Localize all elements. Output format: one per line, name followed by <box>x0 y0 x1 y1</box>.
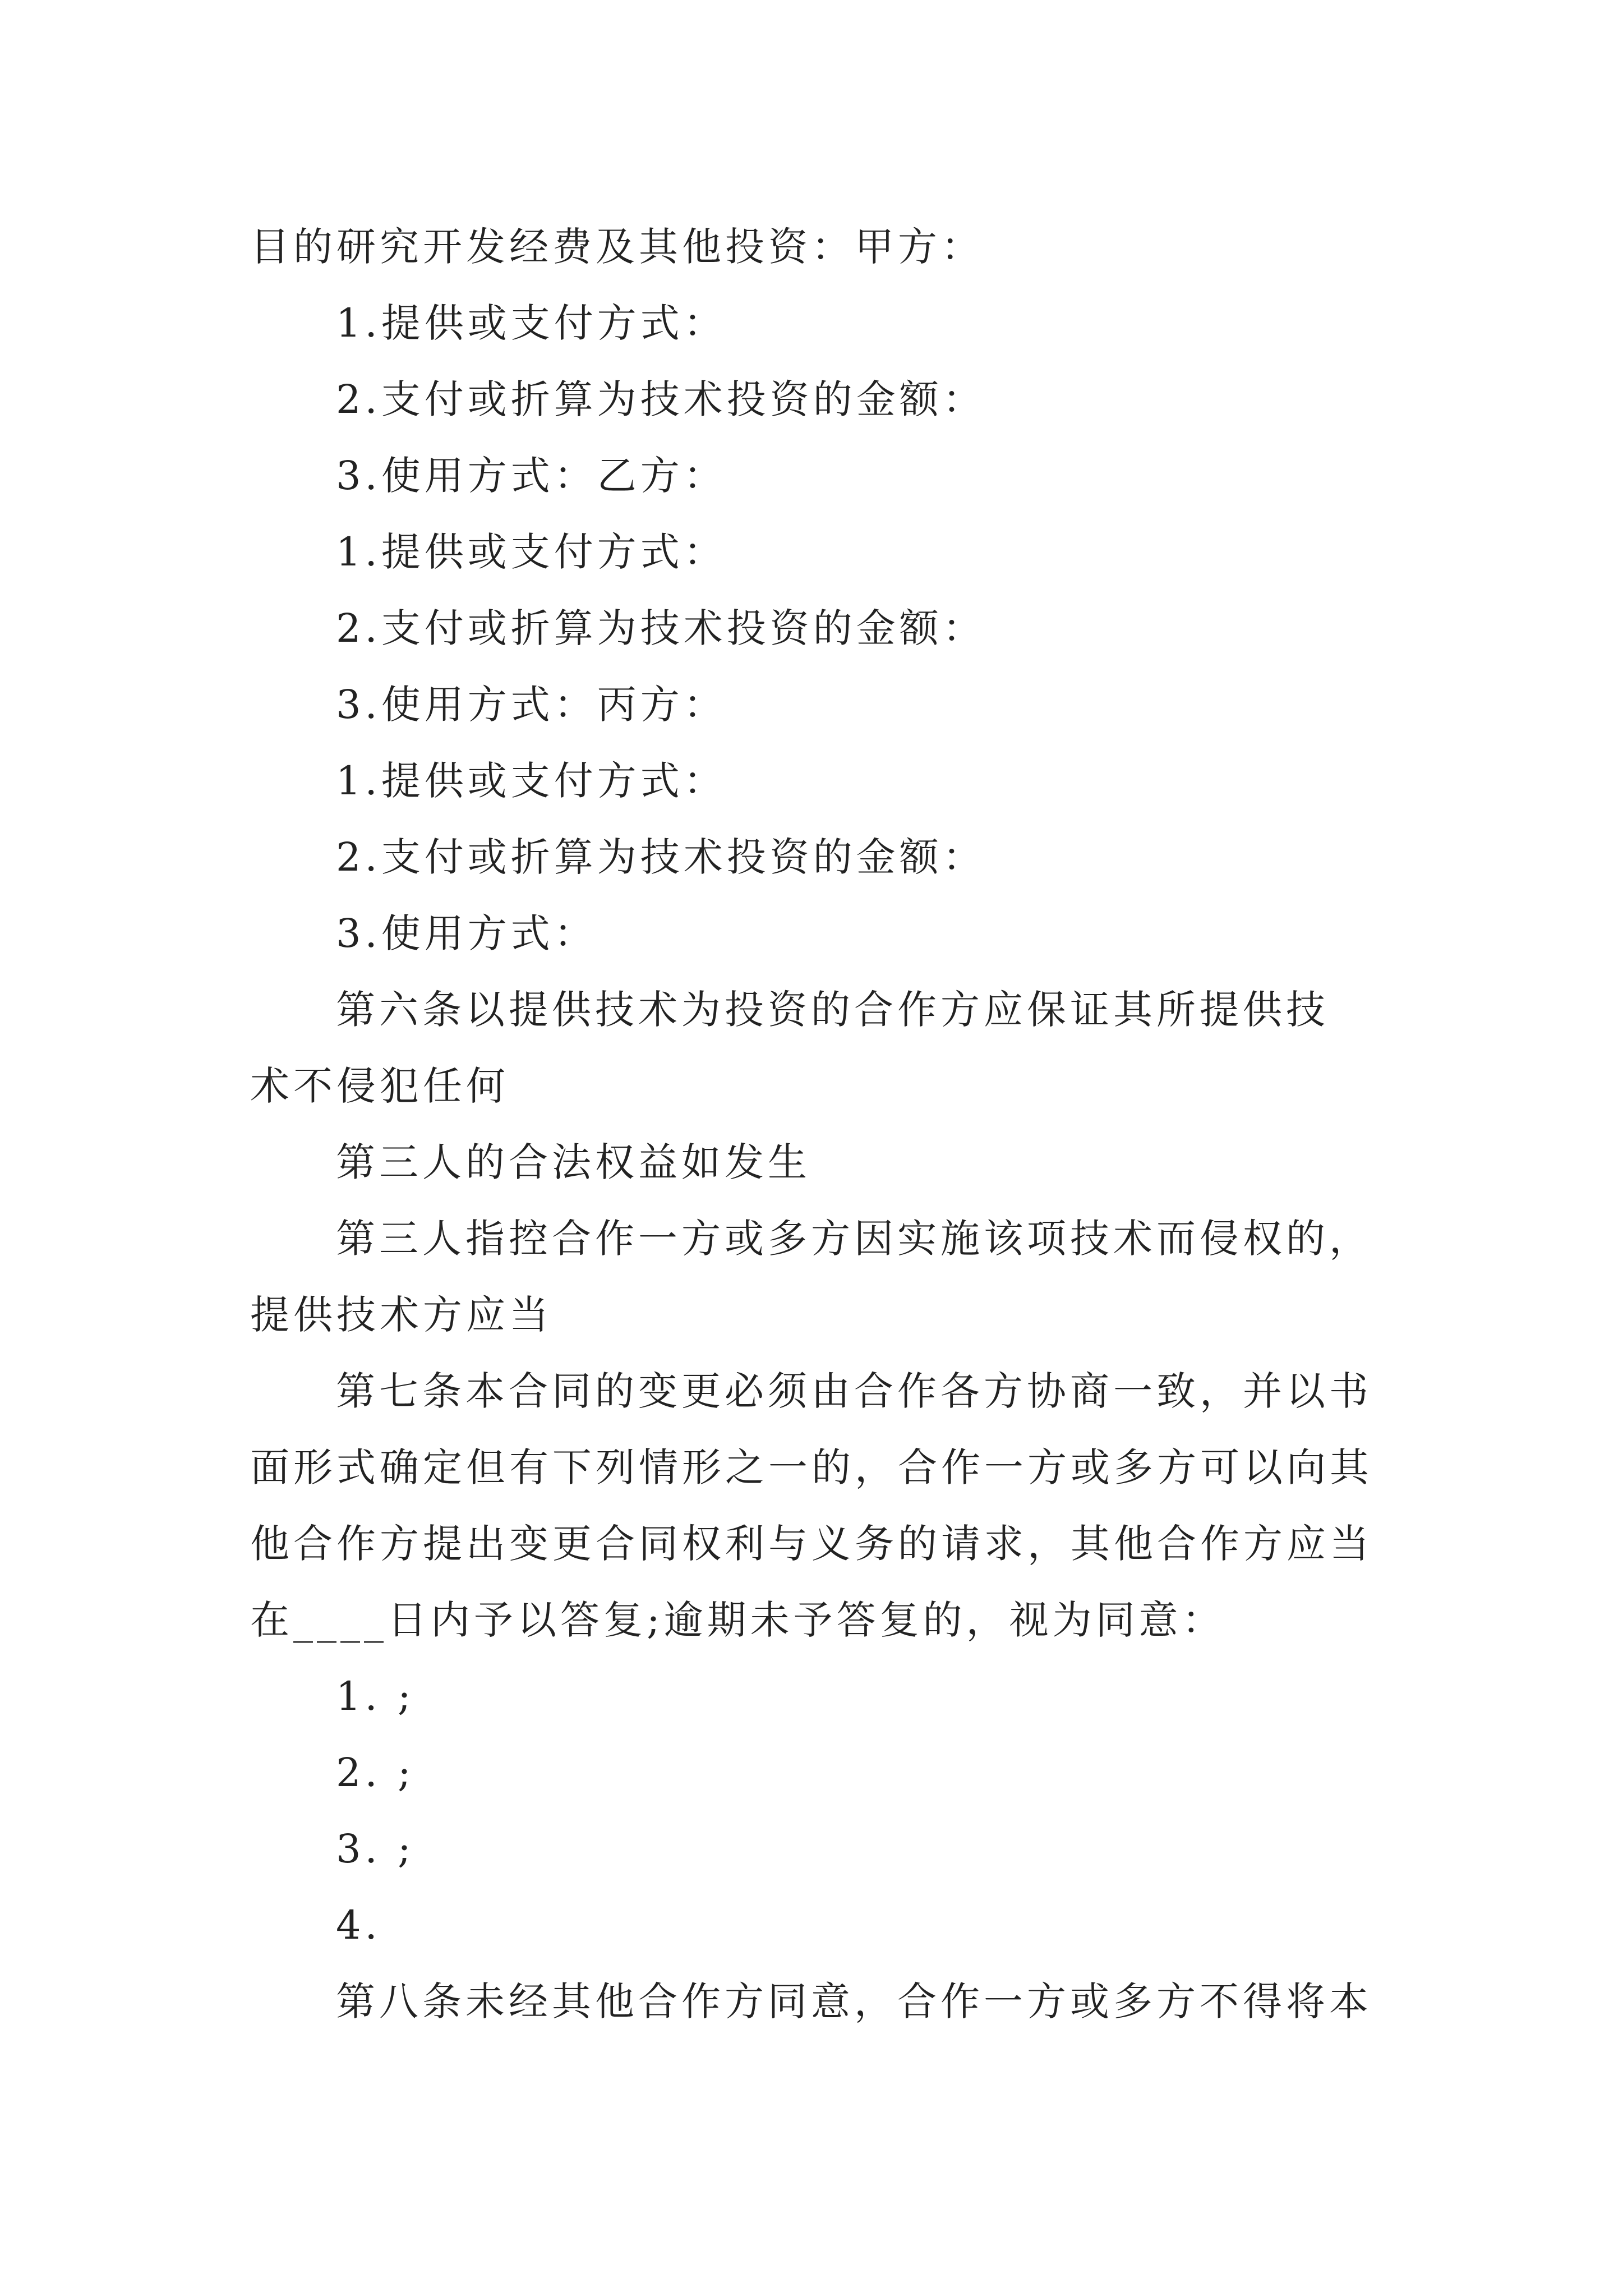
text-line: 在____日内予以答复;逾期未予答复的，视为同意： <box>250 1597 1225 1643</box>
text-line: 3.使用方式： <box>336 910 597 956</box>
text-line: 3.使用方式：乙方： <box>336 453 727 499</box>
text-line: 4. <box>336 1902 381 1948</box>
text-line: 3. ; <box>336 1826 415 1872</box>
text-line: 目的研究开发经费及其他投资：甲方： <box>250 224 984 270</box>
text-line: 第三人指控合作一方或多方因实施该项技术而侵权的， <box>336 1216 1372 1262</box>
text-line: 1.提供或支付方式： <box>336 300 727 346</box>
text-line: 2.支付或折算为技术投资的金额： <box>336 605 986 651</box>
text-line: 面形式确定但有下列情形之一的，合作一方或多方可以向其 <box>250 1444 1373 1490</box>
document-body <box>250 209 1377 2040</box>
text-line: 3.使用方式：丙方： <box>336 682 727 728</box>
text-line: 2.支付或折算为技术投资的金额： <box>336 376 986 422</box>
text-line: 第七条本合同的变更必须由合作各方协商一致，并以书 <box>336 1368 1372 1414</box>
text-line: 提供技术方应当 <box>250 1292 552 1338</box>
text-line: 第三人的合法权益如发生 <box>336 1139 811 1185</box>
text-line: 2. ; <box>336 1750 415 1796</box>
text-line: 2.支付或折算为技术投资的金额： <box>336 834 986 880</box>
text-line: 1.提供或支付方式： <box>336 529 727 575</box>
text-line: 第八条未经其他合作方同意，合作一方或多方不得将本 <box>336 1978 1372 2024</box>
text-line: 第六条以提供技术为投资的合作方应保证其所提供技 <box>336 987 1329 1033</box>
text-line: 1. ; <box>336 1673 415 1719</box>
text-line: 术不侵犯任何 <box>250 1063 509 1109</box>
text-line: 他合作方提出变更合同权利与义务的请求，其他合作方应当 <box>250 1521 1373 1567</box>
text-line: 1.提供或支付方式： <box>336 758 727 804</box>
